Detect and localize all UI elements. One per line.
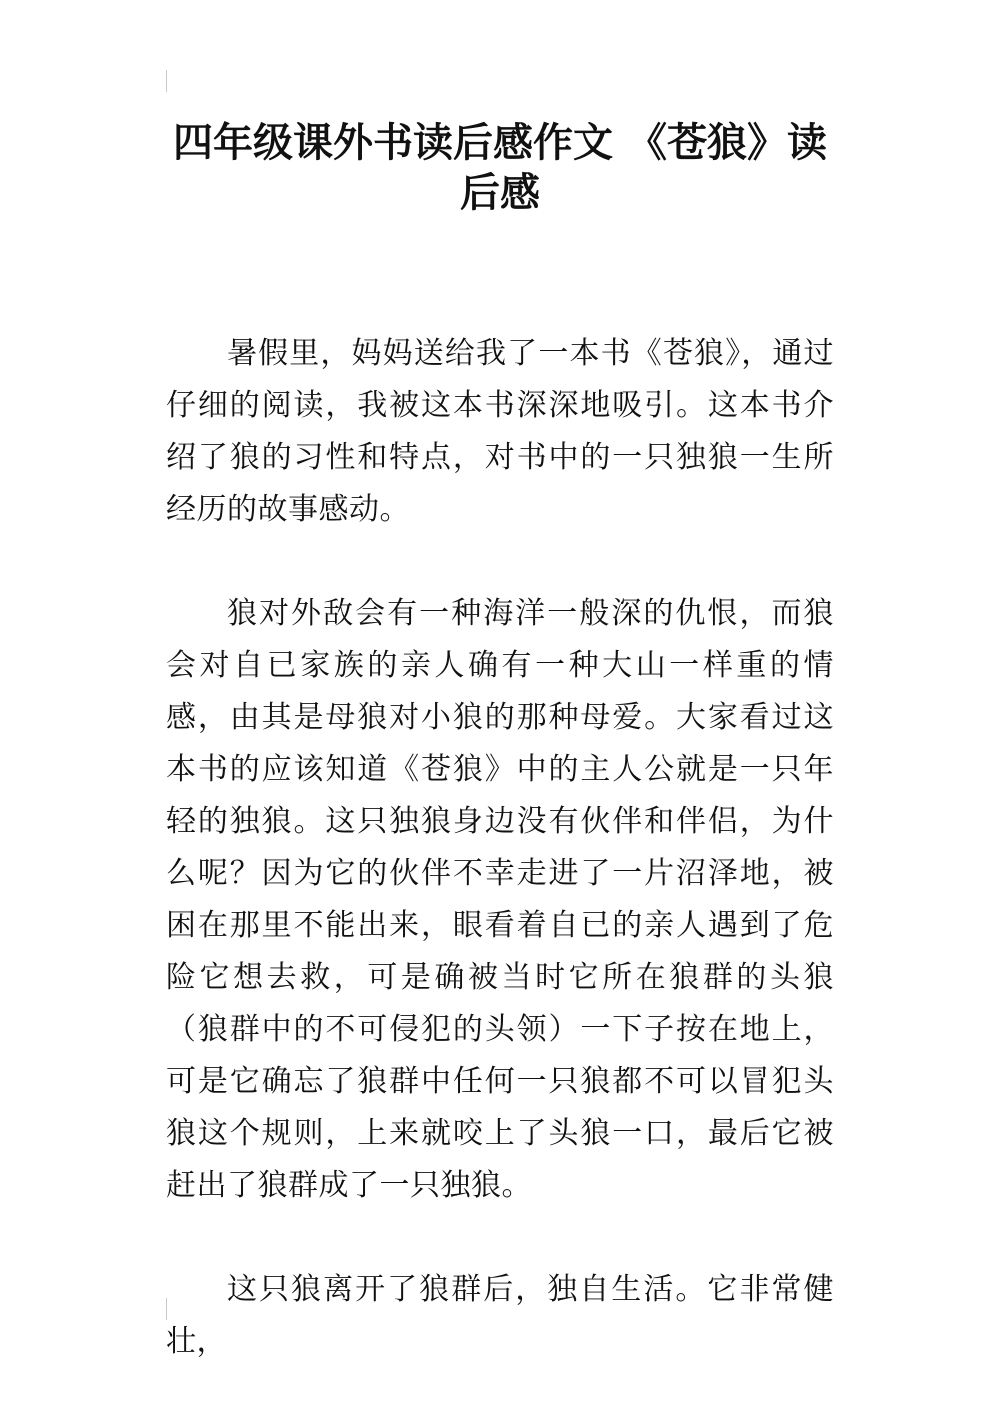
paragraph-1: 暑假里，妈妈送给我了一本书《苍狼》，通过仔细的阅读，我被这本书深深地吸引。这本书介绍了狼的习性和特点，对书中的一只独狼一生所经历的故事感动。 — [166, 336, 834, 527]
title-line-2: 后感 — [460, 170, 540, 216]
document-body — [166, 328, 834, 1368]
page-margin-mark-bottom — [166, 1298, 167, 1320]
paragraph-2: 狼对外敌会有一种海洋一般深的仇恨，而狼会对自已家族的亲人确有一种大山一样重的情感，由其是母狼对小狼的那种母爱。大家看过这本书的应该知道《苍狼》中的主人公就是一只年轻的独狼。这只独狼身边没有伙伴和伴侣，为什么呢？因为它的伙伴不幸走进了一片沼泽地，被困在那里不能出来，眼看着自已的亲人遇到了危险它想去救，可是确被当时它所在狼群的头狼（狼群中的不可侵犯的头领）一下子按在地上，可是它确忘了狼群中任何一只狼都不可以冒犯头狼这个规则，上来就咬上了头狼一口，最后它被赶出了狼群成了一只独狼。 — [166, 596, 834, 1203]
page-title — [160, 118, 840, 218]
title-line-1: 四年级课外书读后感作文 《苍狼》读 — [173, 120, 827, 166]
page-margin-mark-top — [166, 70, 167, 92]
paragraph-3: 这只狼离开了狼群后，独自生活。它非常健壮， — [166, 1272, 834, 1359]
